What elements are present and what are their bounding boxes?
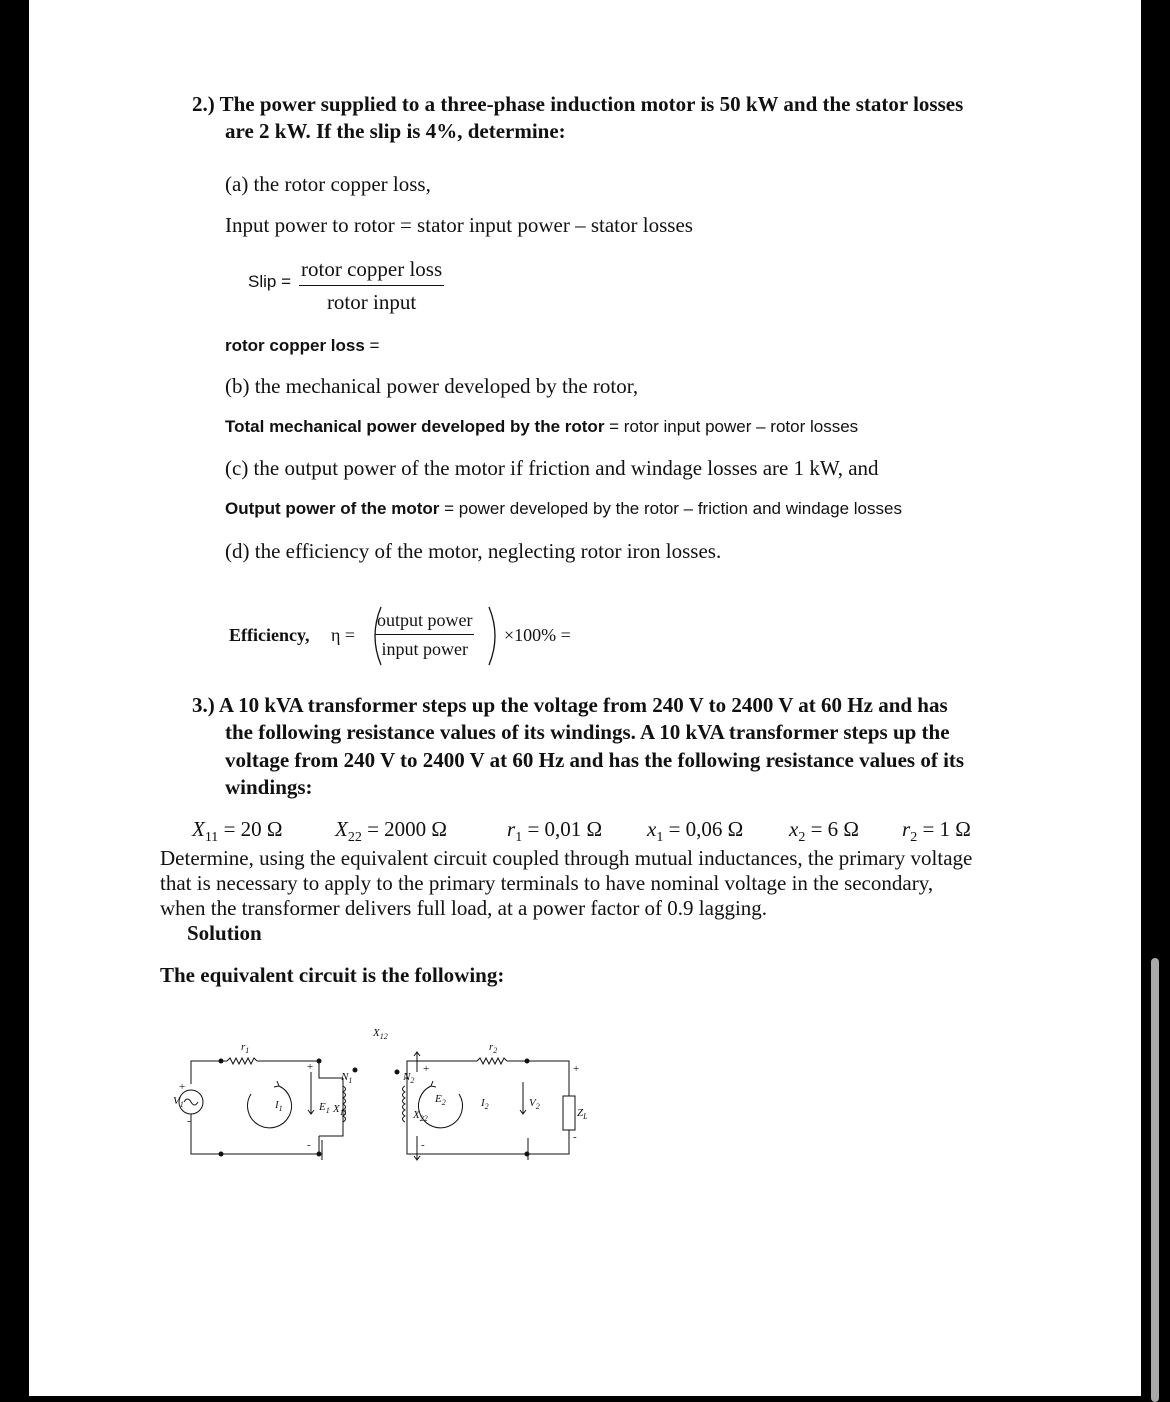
slip-denominator: rotor input	[326, 290, 417, 314]
right-paren-icon	[485, 605, 505, 667]
r2-label: $r_2$	[489, 1041, 498, 1055]
document-page	[29, 0, 1141, 1396]
determine-line1: Determine, using the equivalent circuit coupled through mutual inductances, the primary voltage	[160, 846, 973, 870]
q2-part-a: (a) the rotor copper loss,	[225, 172, 431, 196]
svg-text:+: +	[307, 1061, 314, 1073]
efficiency-fraction	[375, 610, 474, 660]
solution-heading: Solution	[187, 921, 262, 945]
scrollbar-thumb[interactable]	[1151, 958, 1159, 1402]
load-impedance	[563, 1096, 575, 1130]
param-X22: $X_{22} = 2000$ Ω	[335, 817, 448, 846]
output-power-eq: = power developed by the rotor – friction and windage losses	[439, 499, 902, 518]
determine-line3: when the transformer delivers full load, at a power factor of 0.9 lagging.	[160, 896, 768, 920]
svg-text:-: -	[307, 1139, 311, 1151]
q2-line1: 2.) The power supplied to a three-phase induction motor is 50 kW and the stator losses	[192, 92, 964, 116]
efficiency-tail: ×100% =	[504, 625, 571, 645]
svg-text:-: -	[421, 1139, 425, 1151]
r1-resistor	[227, 1058, 257, 1064]
rotor-copper-loss-line	[225, 336, 379, 356]
q2-line2: are 2 kW. If the slip is 4%, determine:	[225, 119, 566, 143]
svg-text:-: -	[187, 1115, 191, 1127]
I1-label: $I_1$	[275, 1099, 283, 1113]
mech-power-label: Total mechanical power developed by the rotor	[225, 417, 605, 436]
q3-line3: voltage from 240 V to 2400 V at 60 Hz and has the following resistance values of its	[225, 748, 965, 772]
equivalent-circuit-heading: The equivalent circuit is the following:	[160, 963, 505, 987]
X12-label: $X_{12}$	[373, 1027, 388, 1041]
N1-label: $N_1$	[341, 1071, 353, 1085]
svg-text:+: +	[179, 1081, 186, 1093]
q2-part-b: (b) the mechanical power developed by the rotor,	[225, 374, 639, 398]
I2-label: $I_2$	[481, 1097, 489, 1111]
mech-power-eq: = rotor input power – rotor losses	[604, 417, 859, 436]
q2-part-c: (c) the output power of the motor if friction and windage losses are 1 kW, and	[225, 456, 879, 480]
mech-power-line	[225, 417, 858, 437]
determine-line2: that is necessary to apply to the primary terminals to have nominal voltage in the secondary,	[160, 871, 934, 895]
q2-part-d: (d) the efficiency of the motor, neglecting rotor iron losses.	[225, 539, 722, 563]
svg-text:-: -	[573, 1131, 577, 1143]
slip-label: Slip =	[248, 272, 291, 291]
output-power-label: Output power of the motor	[225, 499, 440, 518]
efficiency-numerator: output power	[375, 610, 474, 635]
I1-loop-arrow	[248, 1086, 292, 1128]
X22-label: $X_{22}$	[413, 1109, 428, 1123]
r1-label: $r_1$	[241, 1041, 250, 1055]
efficiency-eta: η =	[331, 625, 356, 645]
svg-text:+: +	[573, 1063, 580, 1075]
q3-line4: windings:	[225, 775, 313, 799]
param-r1: $r_1 = 0,01$ Ω	[507, 817, 603, 846]
svg-text:+: +	[423, 1063, 430, 1075]
efficiency-label: Efficiency,	[229, 625, 310, 645]
param-X11: $X_{11} = 20$ Ω	[192, 817, 283, 846]
V2-label: $V_2$	[529, 1097, 540, 1111]
slip-numerator: rotor copper loss	[299, 257, 444, 286]
input-power-formula: Input power to rotor = stator input power – stator losses	[225, 213, 693, 237]
rotor-copper-loss-eq: =	[364, 336, 380, 355]
q3-line1: 3.) A 10 kVA transformer steps up the voltage from 240 V to 2400 V at 60 Hz and has	[192, 693, 948, 717]
output-power-line	[225, 499, 902, 519]
ZL-label: $Z_L$	[577, 1107, 588, 1121]
slip-fraction	[299, 257, 444, 315]
E1-label: $E_1$	[319, 1101, 330, 1115]
efficiency-denominator: input power	[381, 639, 468, 659]
r2-resistor	[477, 1058, 507, 1064]
param-r2: $r_2 = 1$ Ω	[902, 817, 971, 846]
equivalent-circuit-diagram	[159, 1020, 599, 1170]
N2-label: $N_2$	[403, 1071, 415, 1085]
rotor-copper-loss-label: rotor copper loss	[225, 336, 365, 355]
V1-label: $V_1$	[173, 1095, 184, 1109]
param-x2: $x_2 = 6$ Ω	[789, 817, 860, 846]
X11-label: $X_{11}$	[333, 1103, 348, 1117]
E2-label: $E_2$	[435, 1093, 446, 1107]
q3-line2: the following resistance values of its windings. A 10 kVA transformer steps up the	[225, 720, 950, 744]
param-x1: $x_1 = 0,06$ Ω	[647, 817, 744, 846]
